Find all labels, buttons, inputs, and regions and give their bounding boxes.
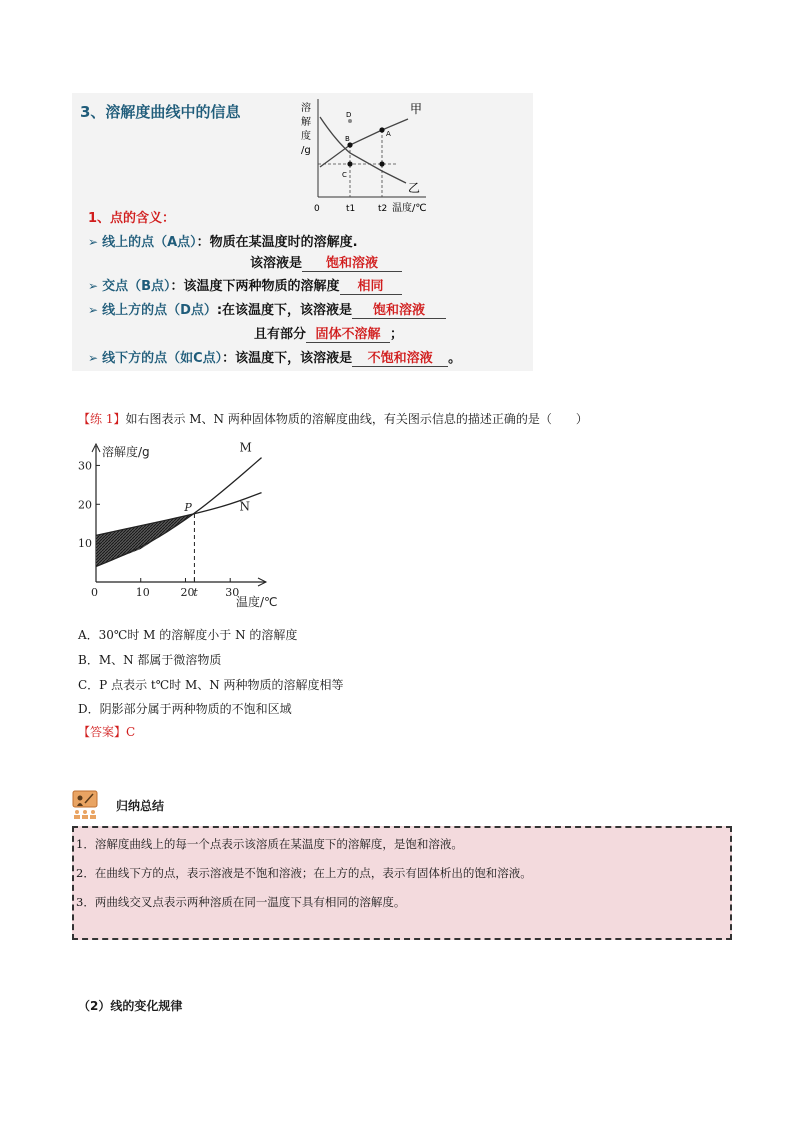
mini-point-a-label: A [386, 130, 391, 138]
chart-y-label: 溶解度/g [102, 445, 150, 459]
section-2-heading: （2）线的变化规律 [78, 999, 183, 1013]
slide-item-4-tail: 。 [448, 351, 462, 366]
arrow-icon: ➢ [88, 279, 99, 293]
summary-teacher-icon [72, 790, 102, 820]
arrow-icon: ➢ [88, 303, 99, 317]
slide-item-1 [88, 231, 358, 250]
slide-item-3-answer: 饱和溶液 [352, 299, 446, 319]
slide-item-3-lead: 线上方的点（D点） [102, 303, 217, 318]
option-a: A．30℃时 M 的溶解度小于 N 的溶解度 [78, 628, 298, 642]
chart-x-tick-label: 30 [225, 586, 240, 599]
slide-item-1-line2-text: 该溶液是 [250, 256, 303, 271]
mini-point-e-dot [379, 161, 384, 166]
exercise-question-text: 如右图表示 M、N 两种固体物质的溶解度曲线，有关图示信息的描述正确的是（ ） [125, 412, 588, 426]
slide-heading: 1、点的含义： [88, 211, 176, 226]
mini-point-a-dot [379, 127, 384, 132]
slide-item-3-answer2: 固体不溶解 [306, 323, 390, 343]
summary-line-3: 3．两曲线交叉点表示两种溶质在同一温度下具有相同的溶解度。 [76, 895, 406, 909]
mini-x-label: 温度/℃ [392, 203, 427, 214]
mini-y-label-3: 度 [301, 131, 311, 142]
solubility-chart-mn [66, 440, 296, 615]
mini-point-d-dot [348, 119, 352, 123]
summary-box [72, 826, 732, 940]
mini-curve-b-label: 乙 [408, 181, 421, 195]
chart-shaded-region [96, 514, 194, 566]
slide-item-3-line2-text: 且有部分 [254, 327, 307, 342]
option-d: D．阴影部分属于两种物质的不饱和区域 [78, 702, 292, 716]
exercise-answer [78, 724, 135, 740]
summary-title: 归纳总结 [116, 799, 165, 813]
mini-point-b-label: B [345, 135, 350, 143]
slide-item-4-text: ：该温度下，该溶液是 [222, 351, 353, 366]
exercise-question [78, 411, 588, 427]
slide-item-4-lead: 线下方的点（如C点） [102, 351, 223, 366]
slide-item-4-answer: 不饱和溶液 [352, 347, 448, 367]
slide-item-3 [88, 299, 446, 319]
mini-point-c-label: C [342, 171, 347, 179]
slide-item-1-text: ：物质在某温度时的溶解度. [196, 235, 358, 250]
chart-y-tick-label: 20 [78, 498, 92, 512]
answer-value: C [126, 725, 136, 739]
mini-point-d-label: D [346, 111, 352, 119]
mini-curve-a-label: 甲 [410, 102, 423, 116]
chart-x-label: 温度/℃ [236, 595, 278, 609]
arrow-icon: ➢ [88, 235, 99, 249]
option-c: C．P 点表示 t℃时 M、N 两种物质的溶解度相等 [78, 678, 344, 692]
exercise-tag: 【练 1】 [78, 412, 126, 426]
slide-item-1-lead: 线上的点（A点） [102, 235, 197, 250]
chart-x-tick-label: 10 [135, 586, 150, 599]
mini-y-label-1: 溶 [301, 103, 311, 114]
slide-item-2 [88, 275, 402, 295]
mini-curve-jia [320, 119, 408, 167]
summary-line-1: 1．溶解度曲线上的每一个点表示该溶质在某温度下的溶解度，是饱和溶液。 [76, 837, 463, 851]
arrow-icon: ➢ [88, 351, 99, 365]
option-b: B．M、N 都属于微溶物质 [78, 653, 222, 667]
chart-x-tick-label: 20 [180, 586, 195, 599]
chart-x-tick-label: t [193, 586, 198, 599]
slide-item-1-answer: 饱和溶液 [302, 252, 402, 272]
slide-item-4 [88, 347, 461, 367]
slide-item-1-line2 [250, 252, 402, 272]
chart-series-label-N: N [239, 499, 251, 514]
summary-line-2: 2．在曲线下方的点，表示溶液是不饱和溶液；在上方的点，表示有固体析出的饱和溶液。 [76, 866, 532, 880]
slide-item-2-answer: 相同 [340, 275, 402, 295]
mini-y-label-4: /g [301, 145, 311, 156]
slide-item-3-tail2: ； [390, 327, 404, 342]
chart-series-N [96, 493, 262, 536]
mini-point-b-dot [347, 142, 352, 147]
chart-point-p-label: P [184, 501, 192, 514]
mini-t2-label: t2 [378, 204, 388, 214]
slide-title: 3、溶解度曲线中的信息 [80, 103, 241, 121]
slide-item-3-line2 [254, 323, 403, 343]
slide-item-2-text: ：该温度下两种物质的溶解度 [170, 279, 340, 294]
chart-x-tick-label: 0 [91, 586, 98, 599]
mini-y-label-2: 解 [301, 117, 311, 128]
mini-t1-label: t1 [346, 204, 356, 214]
mini-origin-label: 0 [314, 204, 320, 214]
chart-y-tick-label: 30 [78, 459, 92, 473]
answer-tag: 【答案】 [78, 725, 127, 739]
slide-item-2-lead: 交点（B点） [102, 279, 171, 294]
solubility-mini-graph [298, 97, 463, 225]
chart-series-label-M: M [239, 440, 252, 455]
mini-curve-yi [320, 117, 406, 183]
mini-point-c-dot [347, 161, 352, 166]
slide-item-3-text: :在该温度下，该溶液是 [216, 303, 353, 318]
slide-panel [72, 93, 533, 371]
chart-y-tick-label: 10 [78, 537, 92, 551]
